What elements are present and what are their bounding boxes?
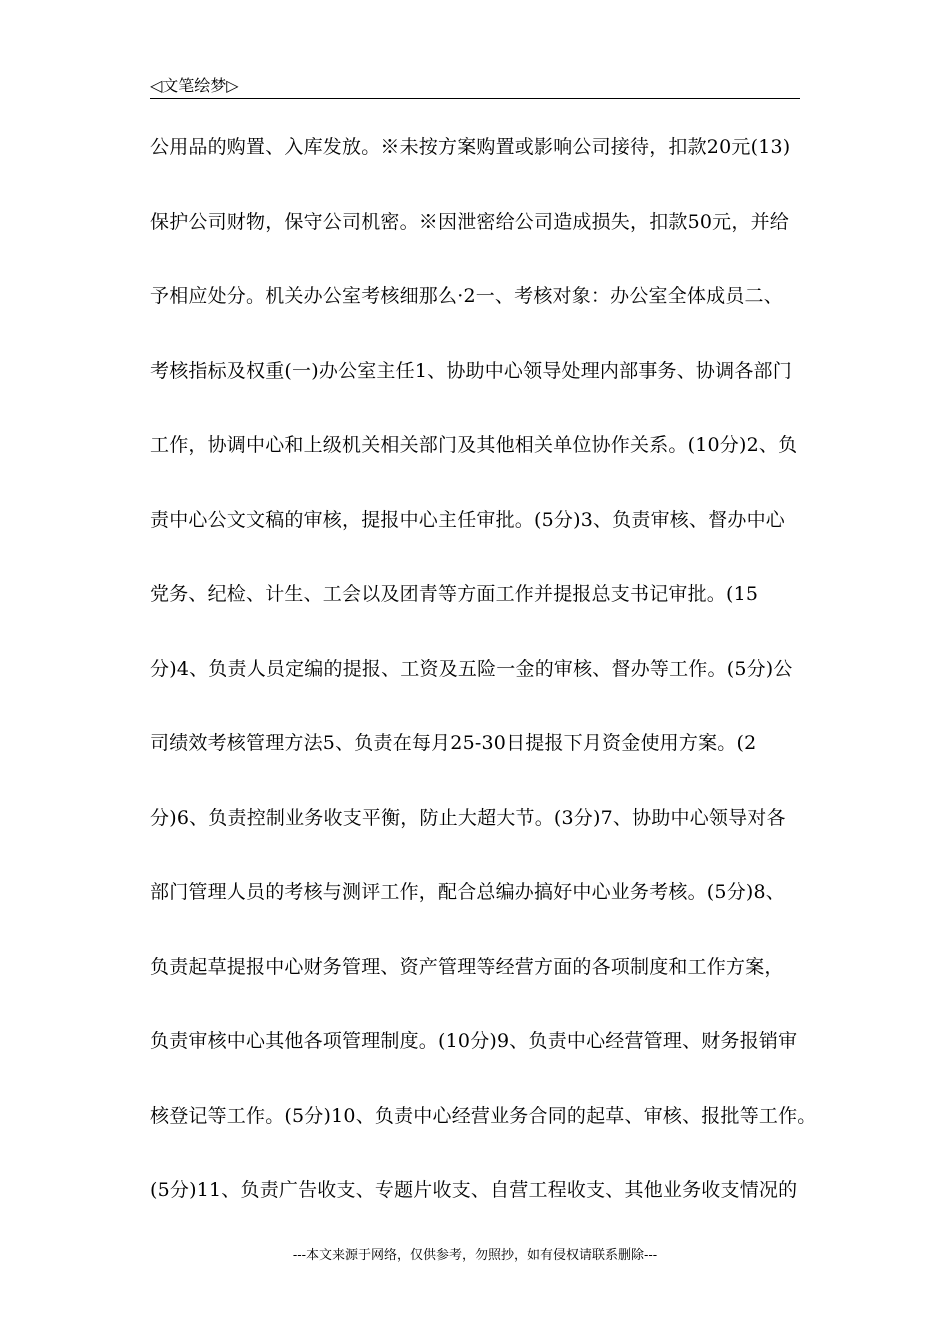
header-title: ◁文笔绘梦▷ <box>150 76 239 95</box>
text-line: 部门管理人员的考核与测评工作，配合总编办搞好中心业务考核。(5分)8、 <box>150 881 786 903</box>
text-line: 核登记等工作。(5分)10、负责中心经营业务合同的起草、审核、报批等工作。 <box>150 1104 817 1127</box>
text-line: 保护公司财物，保守公司机密。※因泄密给公司造成损失，扣款50元，并给 <box>150 210 789 233</box>
text-line: (5分)11、负责广告收支、专题片收支、自营工程收支、其他业务收支情况的 <box>150 1179 798 1201</box>
text-line: 责中心公文文稿的审核，提报中心主任审批。(5分)3、负责审核、督办中心 <box>150 508 786 531</box>
page-header <box>150 72 800 100</box>
text-line: 公用品的购置、入库发放。※未按方案购置或影响公司接待，扣款20元(13) <box>150 136 791 158</box>
text-line: 予相应处分。机关办公室考核细那么·2一、考核对象：办公室全体成员二、 <box>150 285 783 307</box>
document-body <box>150 129 817 1247</box>
text-line: 党务、纪检、计生、工会以及团青等方面工作并提报总支书记审批。(15 <box>150 583 759 605</box>
text-line: 工作，协调中心和上级机关相关部门及其他相关单位协作关系。(10分)2、负 <box>150 434 798 456</box>
text-line: 考核指标及权重(一)办公室主任1、协助中心领导处理内部事务、协调各部门 <box>150 359 792 382</box>
text-line: 负责起草提报中心财务管理、资产管理等经营方面的各项制度和工作方案， <box>150 955 784 978</box>
text-line: 分)6、负责控制业务收支平衡，防止大超大节。(3分)7、协助中心领导对各 <box>150 806 786 829</box>
text-line: 负责审核中心其他各项管理制度。(10分)9、负责中心经营管理、财务报销审 <box>150 1030 798 1052</box>
footer-notice: ---本文来源于网络，仅供参考，勿照抄，如有侵权请联系删除--- <box>292 1248 658 1263</box>
header-divider <box>150 98 800 99</box>
text-line: 分)4、负责人员定编的提报、工资及五险一金的审核、督办等工作。(5分)公 <box>150 657 793 680</box>
text-line: 司绩效考核管理方法5、负责在每月25-30日提报下月资金使用方案。(2 <box>150 732 757 754</box>
